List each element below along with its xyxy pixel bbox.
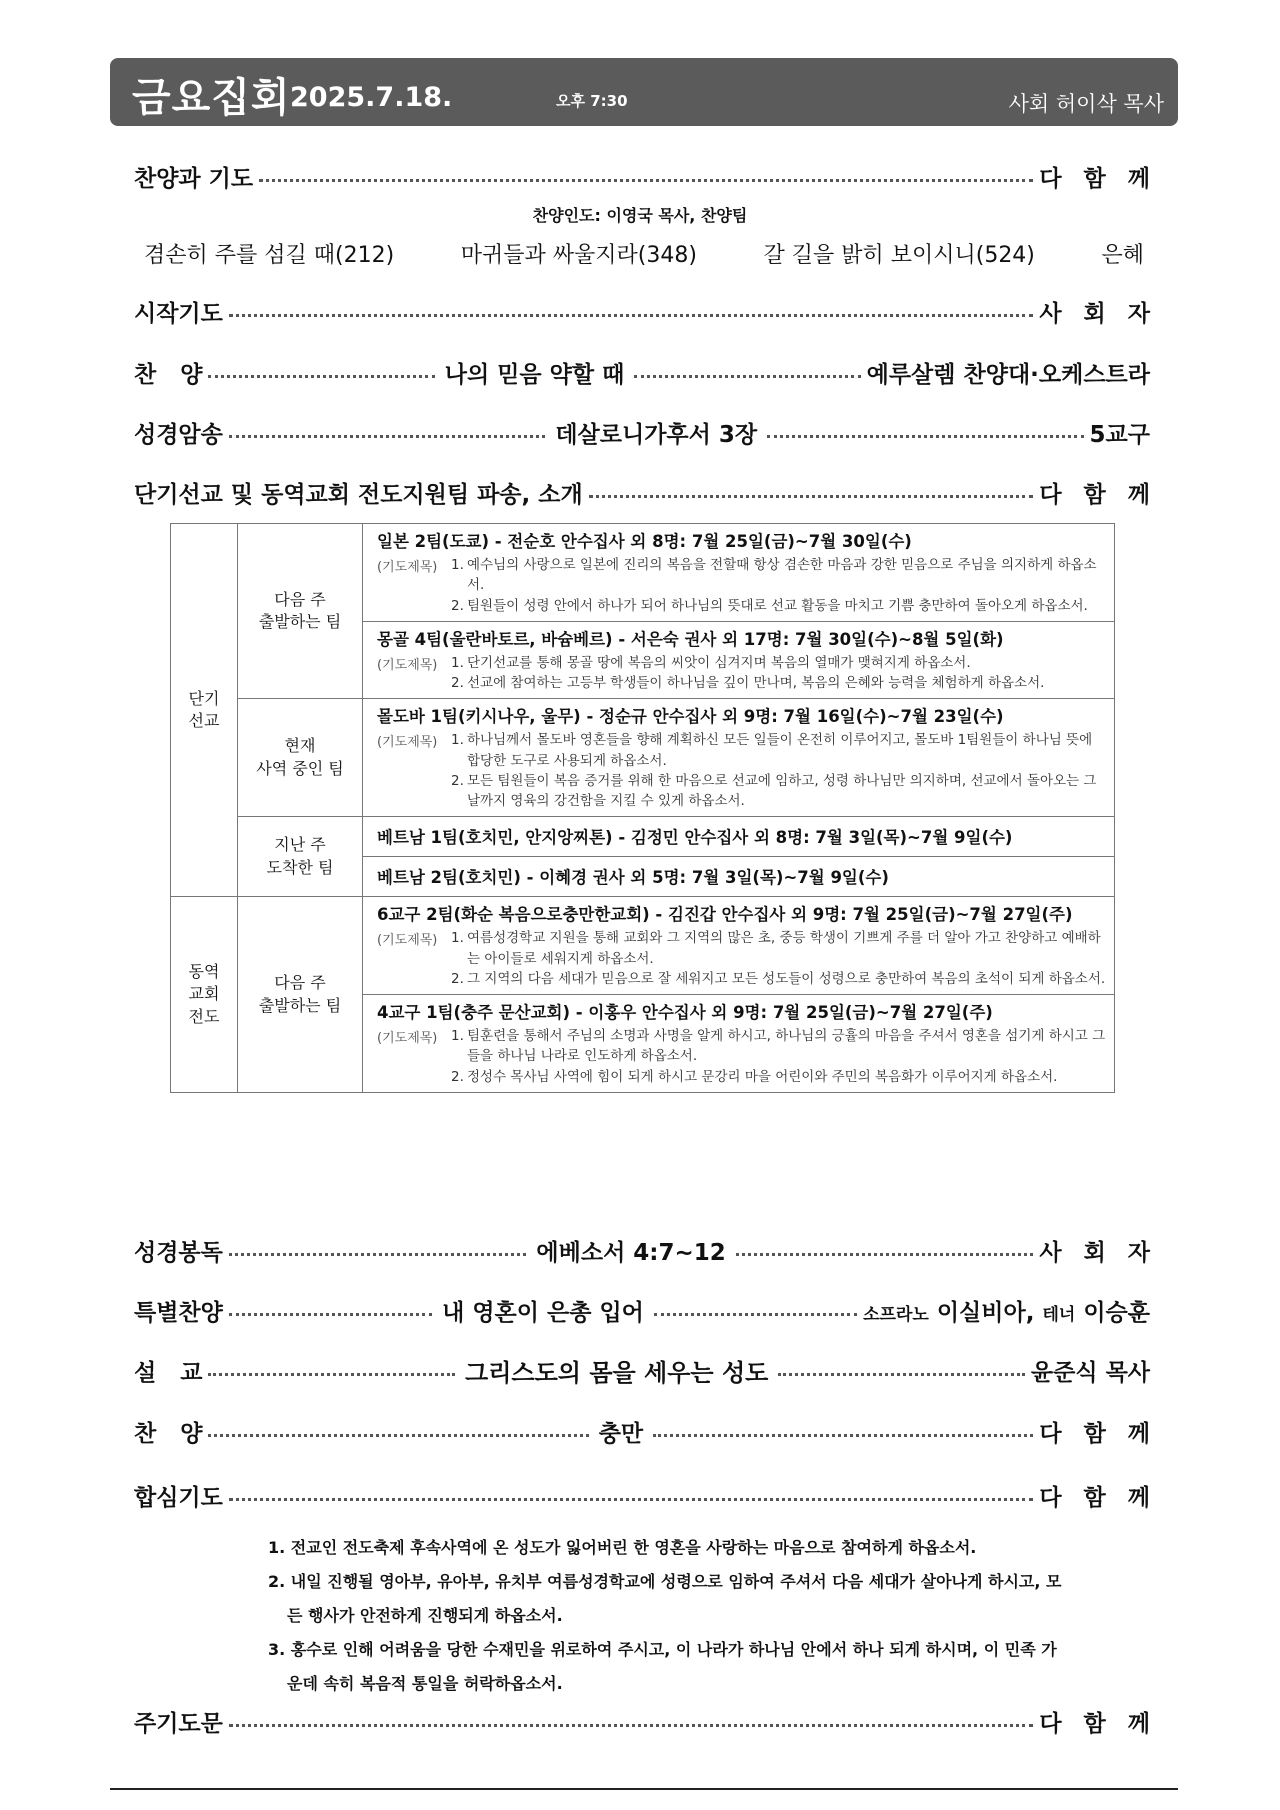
prayer-item: 1. 단기선교를 통해 몽골 땅에 복음의 씨앗이 심겨지며 복음의 열매가 맺혀지게 하옵소서. [451, 654, 971, 671]
leader-dots [229, 1313, 432, 1316]
prayer-item: 1. 예수님의 사랑으로 일본에 진리의 복음을 전할때 항상 겸손한 마음과 강한 믿음으로 주님을 의지하게 하옵소서. [451, 557, 1097, 594]
order-row-praise-prayer [134, 158, 1157, 194]
order-row-scripture-memory [134, 414, 1150, 450]
subgroup-arrived: 지난 주 도착한 팀 [238, 817, 363, 897]
order-label: 찬 양 [134, 361, 203, 388]
order-performer: 사 회 자 [1039, 300, 1157, 327]
leader-dots [208, 375, 434, 378]
leader-dots [634, 375, 860, 378]
prayer-item: 2. 정성수 목사님 사역에 힘이 되게 하시고 문강리 마을 어린이와 주민의 복음화가 이루어지게 하옵소서. [451, 1068, 1058, 1085]
leader-dots [653, 1434, 1033, 1437]
order-label: 찬 양 [134, 1420, 203, 1447]
order-label: 시작기도 [134, 300, 223, 327]
order-performer: 다 함 께 [1039, 1710, 1157, 1737]
leader-dots [229, 435, 545, 438]
order-label: 설 교 [134, 1359, 203, 1386]
order-row-joint-prayer [134, 1477, 1157, 1513]
prayer-item: 1. 여름성경학교 지원을 통해 교회와 그 지역의 많은 초, 중등 학생이 기쁘게 주를 더 알아 가고 찬양하고 예배하는 아이들로 세워지게 하옵소서. [451, 930, 1101, 967]
team-title: 베트남 2팀(호치민) - 이혜경 권사 외 5명: 7월 3일(목)~7월 9일(수) [377, 868, 889, 888]
hymn-item: 겸손히 주를 섬길 때(212) [144, 243, 395, 268]
bottom-divider [110, 1788, 1178, 1790]
prayer-item: 2. 팀원들이 성령 안에서 하나가 되어 하나님의 뜻대로 선교 활동을 마치고 기쁨 충만하여 돌아오게 하옵소서. [451, 597, 1088, 614]
order-row-lords-prayer [134, 1703, 1157, 1739]
hymn-item: 마귀들과 싸울지라(348) [460, 243, 697, 268]
order-label: 단기선교 및 동역교회 전도지원팀 파송, 소개 [134, 481, 583, 508]
prayer-label: (기도제목) [377, 657, 438, 673]
team-title: 몽골 4팀(울란바토르, 바슘베르) - 서은숙 권사 외 17명: 7월 30일(수)~8월 5일(화) [377, 629, 1004, 649]
prayer-item: 1. 팀훈련을 통해서 주님의 소명과 사명을 알게 하시고, 하나님의 긍휼의 마음을 주셔서 영혼을 섬기게 하시고 그들을 하나님 나라로 인도하게 하옵소서. [451, 1028, 1106, 1065]
leader-dots [208, 1373, 455, 1376]
order-row-closing-hymn [134, 1413, 1158, 1449]
leader-dots [229, 314, 1033, 317]
leader-dots [589, 495, 1034, 498]
service-date: 2025.7.18. [290, 82, 453, 113]
order-title: 내 영혼이 은총 입어 [442, 1299, 644, 1326]
team-cell [363, 621, 1115, 699]
prayer-block [377, 555, 1106, 616]
team-cell [363, 897, 1115, 995]
team-title: 몰도바 1팀(키시나우, 울무) - 정순규 안수집사 외 9명: 7월 16일(수)~7월 23일(수) [377, 707, 1004, 727]
joint-prayer-item: 1. 전교인 전도축제 후속사역에 온 성도가 잃어버린 한 영혼을 사랑하는 마음으로 참여하게 하옵소서. [268, 1538, 977, 1557]
order-row-hymn [134, 354, 1150, 390]
leader-dots [208, 1434, 588, 1437]
order-row-special-music [134, 1292, 1150, 1328]
prayer-block [377, 928, 1106, 989]
service-leader: 사회 허이삭 목사 [1008, 92, 1164, 116]
service-time: 오후 7:30 [556, 92, 628, 110]
hymn-item: 은혜 [1101, 243, 1144, 268]
team-title: 4교구 1팀(충주 문산교회) - 이홍우 안수집사 외 9명: 7월 25일(금)~7월 27일(주) [377, 1003, 993, 1022]
order-performer: 다 함 께 [1039, 481, 1157, 508]
order-row-sermon [134, 1352, 1150, 1388]
leader-dots [259, 179, 1033, 182]
prayer-label: (기도제목) [377, 933, 438, 949]
joint-prayer-item: 3. 홍수로 인해 어려움을 당한 수재민을 위로하여 주시고, 이 나라가 하나님 안에서 하나 되게 하시며, 이 민족 가운데 속히 복음적 통일을 허락하옵소서. [268, 1640, 1057, 1693]
sermon-title: 그리스도의 몸을 세우는 성도 [465, 1358, 769, 1387]
leader-dots [229, 1253, 527, 1256]
leader-dots [736, 1253, 1034, 1256]
order-label: 성경봉독 [134, 1239, 223, 1266]
group-partner-church: 동역 교회 전도 [171, 897, 238, 1093]
team-cell [363, 817, 1115, 857]
team-cell [363, 995, 1115, 1093]
prayer-item: 2. 그 지역의 다음 세대가 믿음으로 잘 세워지고 모든 성도들이 성령으로 충만하여 복음의 초석이 되게 하옵소서. [451, 970, 1106, 987]
order-row-opening-prayer [134, 293, 1157, 329]
team-title: 일본 2팀(도쿄) - 전순호 안수집사 외 8명: 7월 25일(금)~7월 30일(수) [377, 532, 912, 551]
order-label: 찬양과 기도 [134, 165, 254, 192]
leader-dots [229, 1498, 1033, 1501]
prayer-item: 1. 하나님께서 몰도바 영혼들을 향해 계획하신 모든 일들이 온전히 이루어지고, 몰도바 1팀원들이 하나님 뜻에 합당한 도구로 사용되게 하옵소서. [451, 732, 1093, 769]
order-label: 주기도문 [134, 1710, 223, 1737]
leader-dots [767, 435, 1083, 438]
team-cell [363, 857, 1115, 897]
prayer-label: (기도제목) [377, 1031, 438, 1046]
order-performer: 윤준식 목사 [1030, 1359, 1151, 1386]
prayer-label: (기도제목) [377, 560, 438, 575]
order-performer: 다 함 께 [1039, 1420, 1158, 1447]
joint-prayer-list [268, 1531, 1068, 1701]
subgroup-next-week-partner: 다음 주 출발하는 팀 [238, 897, 363, 1093]
order-performer: 예루살렘 찬양대·오케스트라 [866, 361, 1150, 388]
subgroup-next-week: 다음 주 출발하는 팀 [238, 524, 363, 699]
leader-dots [654, 1313, 857, 1316]
order-label: 합심기도 [134, 1484, 223, 1511]
subgroup-current: 현재 사역 중인 팀 [238, 699, 363, 817]
service-title: 금요집회 [132, 75, 291, 121]
joint-prayer-item: 2. 내일 진행될 영아부, 유아부, 유치부 여름성경학교에 성령으로 임하여 주셔서 다음 세대가 살아나게 하시고, 모든 행사가 안전하게 진행되게 하옵소서. [268, 1572, 1062, 1625]
prayer-item: 2. 모든 팀원들이 복음 증거를 위해 한 마음으로 선교에 임하고, 성령 하나님만 의지하며, 선교에서 돌아오는 그 날까지 영육의 강건함을 지킬 수 있게 하옵소서. [451, 772, 1097, 809]
order-title: 나의 믿음 약할 때 [444, 361, 625, 388]
order-row-scripture-reading [134, 1232, 1158, 1268]
order-title: 충만 [598, 1420, 644, 1447]
order-label: 성경암송 [134, 421, 223, 448]
team-cell [363, 524, 1115, 622]
order-performer: 다 함 께 [1039, 1484, 1157, 1511]
leader-dots [778, 1373, 1025, 1376]
service-header [110, 58, 1178, 126]
prayer-block [377, 1026, 1106, 1087]
prayer-block [377, 653, 1106, 694]
team-title: 6교구 2팀(화순 복음으로충만한교회) - 김진갑 안수집사 외 9명: 7월 25일(금)~7월 27일(주) [377, 905, 1073, 925]
order-performer: 다 함 께 [1039, 165, 1157, 192]
order-performer: 소프라노 이실비아, 테너 이승훈 [863, 1299, 1150, 1326]
order-label: 특별찬양 [134, 1299, 223, 1326]
order-row-mission-sending [134, 474, 1157, 510]
order-performer: 사 회 자 [1039, 1239, 1158, 1266]
praise-leaders: 찬양인도: 이영국 목사, 찬양팀 [532, 206, 748, 225]
prayer-item: 2. 선교에 참여하는 고등부 학생들이 하나님을 깊이 만나며, 복음의 은혜와 능력을 체험하게 하옵소서. [451, 675, 1045, 691]
prayer-label: (기도제목) [377, 735, 438, 751]
team-title: 베트남 1팀(호치민, 안지앙찌톤) - 김정민 안수집사 외 8명: 7월 3일(목)~7월 9일(수) [377, 828, 1013, 848]
team-cell [363, 699, 1115, 817]
prayer-block [377, 730, 1106, 811]
mission-team-table [170, 523, 1115, 1093]
order-performer: 5교구 [1089, 421, 1150, 448]
hymn-item: 갈 길을 밝히 보이시니(524) [763, 243, 1035, 268]
order-title: 에베소서 4:7~12 [536, 1239, 726, 1266]
order-title: 데살로니가후서 3장 [555, 421, 758, 448]
group-short-term-mission: 단기 선교 [171, 524, 238, 897]
hymn-list [144, 238, 1144, 269]
leader-dots [229, 1724, 1033, 1727]
